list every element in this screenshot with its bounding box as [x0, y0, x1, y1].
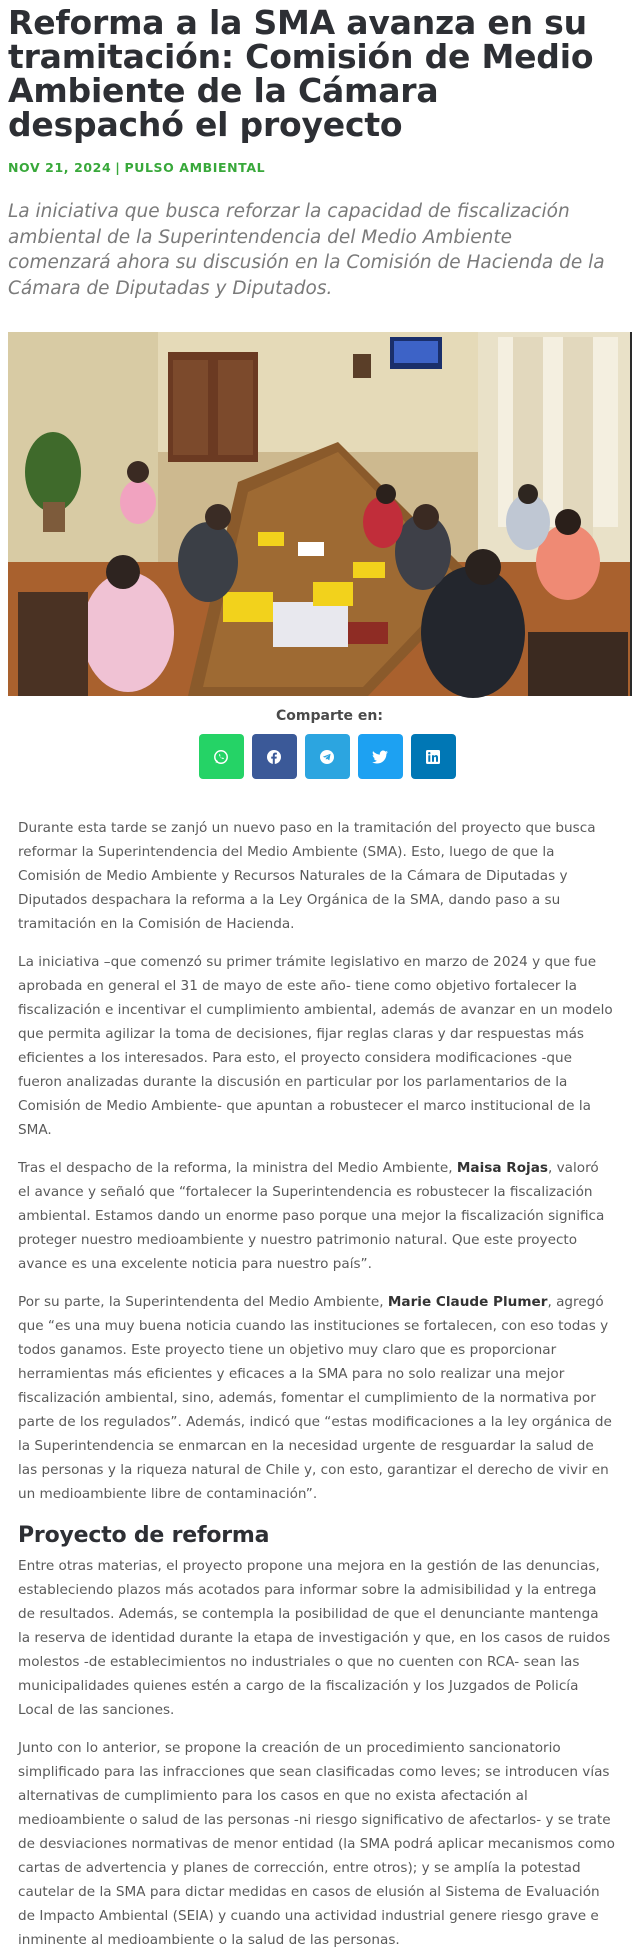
paragraph-4-quote: , agregó que “es una muy buena noticia cuando las instituciones se fortalecen, con eso todas y todos ganamos. Este proyecto tiene un objetivo muy claro que es proporcionar herramientas más eficientes y eficaces a la SMA para no solo realizar una mejor fiscalización ambiental, sino, además, fomentar el cumplimiento de la normativa por parte de los regulados”. Además, indicó que “estas modificaciones a la ley orgánica de la Superintendencia se enmarcan en la necesidad urgente de resguardar la salud de las personas y la riqueza natural de Chile y, con esto, garantizar el derecho de vivir en un medioambiente libre de contaminación”.	[18, 1294, 612, 1502]
telegram-icon	[319, 749, 335, 765]
article-body	[8, 816, 625, 1952]
share-section	[8, 708, 625, 779]
paragraph-4	[18, 1290, 615, 1506]
whatsapp-icon	[213, 749, 229, 765]
share-facebook-button[interactable]	[252, 734, 297, 779]
share-whatsapp-button[interactable]	[199, 734, 244, 779]
article-meta	[8, 160, 625, 175]
share-title: Comparte en:	[276, 708, 383, 724]
paragraph-4-intro: Por su parte, la Superintendenta del Medio Ambiente,	[18, 1294, 388, 1310]
article-title: Reforma a la SMA avanza en su tramitación: Comisión de Medio Ambiente de la Cámara despachó el proyecto	[8, 3, 594, 144]
paragraph-5: Entre otras materias, el proyecto propone una mejora en la gestión de las denuncias, estableciendo plazos más acotados para informar sobre la admisibilidad y la entrega de resultados. Además, se contempla la posibilidad de que el denunciante mantenga la reserva de identidad durante la etapa de investigación y que, en los casos de ruidos molestos -de establecimientos no industriales o que no cuenten con RCA- sean las municipalidades quienes estén a cargo de la fiscalización y los Juzgados de Policía Local de las sanciones.	[18, 1558, 611, 1718]
meta-separator: |	[115, 160, 121, 175]
share-buttons	[8, 734, 625, 779]
article-category-link[interactable]: PULSO AMBIENTAL	[124, 160, 266, 175]
linkedin-icon	[425, 749, 441, 765]
superintendent-name: Marie Claude Plumer	[387, 1294, 548, 1310]
article-date: NOV 21, 2024	[8, 160, 112, 175]
minister-name: Maisa Rojas	[456, 1160, 548, 1176]
facebook-icon	[266, 749, 282, 765]
share-twitter-button[interactable]	[358, 734, 403, 779]
paragraph-3-quote: , valoró el avance y señaló que “fortalecer la Superintendencia es robustecer la fiscalización ambiental. Estamos dando un enorme paso porque una mejor la fiscalización significa proteger nuestro medioambiente y nuestro patrimonio natural. Que este proyecto avance es una excelente noticia para nuestro país”.	[18, 1160, 605, 1272]
paragraph-6: Junto con lo anterior, se propone la creación de un procedimiento sancionatorio simplificado para las infracciones que sean clasificadas como leves; se introducen vías alternativas de cumplimiento para los casos en que no exista afectación al medioambiente o salud de las personas -ni riesgo significativo de afectarlos- y se trate de desviaciones normativas de menor entidad (la SMA podrá aplicar mecanismos como cartas de advertencia y planes de corrección, entre otros); y se amplía la potestad cautelar de la SMA para dictar medidas en casos de elusión al Sistema de Evaluación de Impacto Ambiental (SEIA) y cuando una actividad industrial genere riesgo grave e inminente al medioambiente o la salud de las personas.	[18, 1740, 615, 1948]
section-title: Proyecto de reforma	[18, 1523, 270, 1548]
paragraph-2: La iniciativa –que comenzó su primer trámite legislativo en marzo de 2024 y que fue aprobada en general el 31 de mayo de este año- tiene como objetivo fortalecer la fiscalización e incentivar el cumplimiento ambiental, además de avanzar en un modelo que permita agilizar la toma de decisiones, fijar reglas claras y dar respuestas más eficientes a los interesados. Para esto, el proyecto considera modificaciones -que fueron analizadas durante la discusión en particular por los parlamentarios de la Comisión de Medio Ambiente- que apuntan a robustecer el marco institucional de la SMA.	[18, 954, 613, 1138]
article-lede: La iniciativa que busca reforzar la capacidad de fiscalización ambiental de la Superintendencia del Medio Ambiente comenzará ahora su discusión en la Comisión de Hacienda de la Cámara de Diputadas y Diputados.	[8, 201, 605, 299]
hero-photo	[8, 332, 632, 696]
paragraph-3-intro: Tras el despacho de la reforma, la ministra del Medio Ambiente,	[18, 1160, 457, 1176]
share-telegram-button[interactable]	[305, 734, 350, 779]
twitter-icon	[371, 749, 389, 765]
share-linkedin-button[interactable]	[411, 734, 456, 779]
paragraph-3	[18, 1156, 615, 1276]
paragraph-1: Durante esta tarde se zanjó un nuevo paso en la tramitación del proyecto que busca reformar la Superintendencia del Medio Ambiente (SMA). Esto, luego de que la Comisión de Medio Ambiente y Recursos Naturales de la Cámara de Diputadas y Diputados despachara la reforma a la Ley Orgánica de la SMA, dando paso a su tramitación en la Comisión de Hacienda.	[18, 820, 596, 932]
